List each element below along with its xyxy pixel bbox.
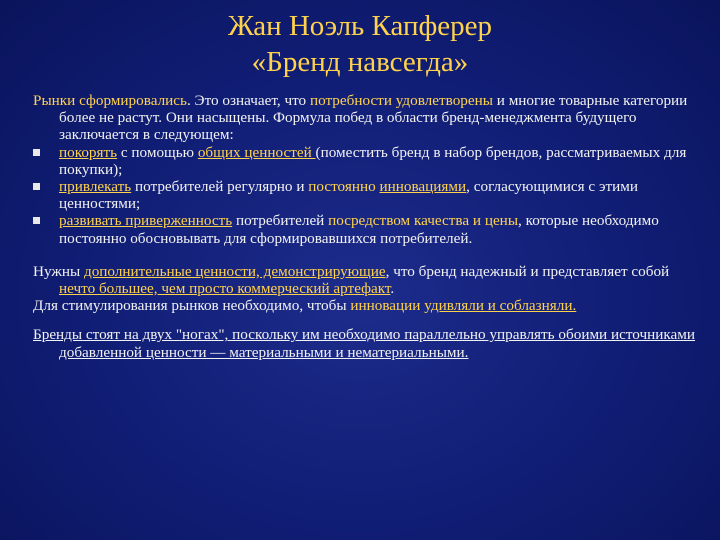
text-span: , которые необходимо постоянно обосновывать для сформировавшихся потребителей. (59, 212, 659, 247)
link-surprise-seduce: удивляли и соблазняли. (424, 297, 577, 315)
link-attract: привлекать (59, 178, 132, 196)
title-author: Жан Ноэль Капферер (227, 10, 493, 42)
paragraph-values (33, 263, 705, 297)
highlight-markets: Рынки сформировались (33, 92, 187, 109)
slide-body (33, 92, 705, 361)
link-more-than-artifact: нечто большее, чем просто коммерческий артефакт (59, 280, 391, 298)
link-innovations: инновациями (379, 178, 467, 196)
text-span: (поместить бренд в набор брендов, рассматриваемых для покупки); (59, 143, 687, 178)
bullet-item-develop (33, 212, 705, 246)
text-span: и многие товарные категории более не растут. Они насыщены. Формула побед в области бренд-менеджмента будущего заключается в следующем: (59, 92, 688, 144)
slide-title (0, 8, 720, 80)
text-span: Нужны (33, 262, 84, 280)
paragraph-innovations (33, 297, 705, 314)
link-additional-values: дополнительные ценности, демонстрирующие (83, 262, 386, 280)
highlight-needs: потребности удовлетворены (309, 92, 493, 109)
link-loyalty: развивать приверженность (59, 212, 233, 230)
square-bullet-icon (33, 217, 40, 224)
link-common-values: общих ценностей (197, 143, 316, 161)
highlight-quality-price: посредством качества и цены (328, 212, 519, 230)
highlight-innovations: инновации (350, 297, 421, 315)
link-two-legs: Бренды стоят на двух "ногах", поскольку им необходимо параллельно управлять обоими источниками добавленной ценности — материальными и нематериальными. (33, 326, 696, 361)
text-span: потребителей регулярно и (131, 178, 309, 196)
bullet-item-attract (33, 178, 705, 212)
square-bullet-icon (33, 183, 40, 190)
paragraph-markets (33, 92, 705, 144)
link-conquer: покорять (59, 143, 118, 161)
highlight-constantly: постоянно (308, 178, 376, 196)
square-bullet-icon (33, 149, 40, 156)
text-span: Для стимулирования рынков необходимо, чтобы (33, 297, 351, 315)
paragraph-two-legs (33, 326, 705, 360)
text-span: , что бренд надежный и представляет собой (385, 262, 670, 280)
text-span: . (390, 280, 395, 298)
text-span: , согласующимися с этими ценностями; (59, 178, 638, 213)
text-span: с помощью (117, 143, 198, 161)
text-span: . Это означает, что (186, 92, 310, 109)
title-book: «Бренд навсегда» (251, 46, 469, 78)
bullet-item-conquer (33, 144, 705, 178)
text-span: потребителей (232, 212, 329, 230)
